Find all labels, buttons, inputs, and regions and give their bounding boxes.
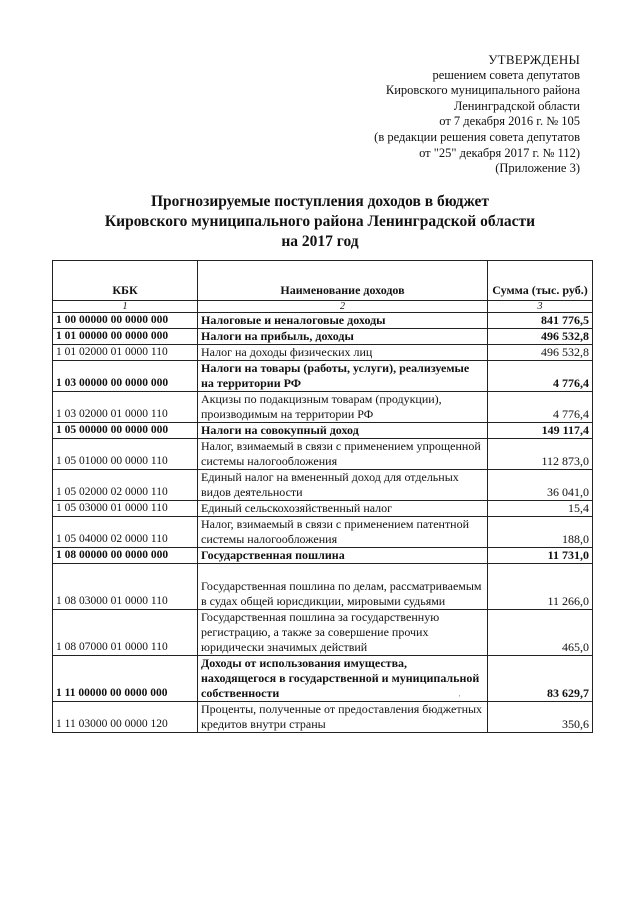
kbk-code: 1 00 00000 00 0000 000 — [53, 313, 198, 329]
approval-line: от 7 декабря 2016 г. № 105 — [439, 114, 580, 129]
income-name: Проценты, полученные от предоставления бюджетных кредитов внутри страны — [198, 702, 488, 733]
table-row — [53, 470, 593, 501]
column-number: 1 — [53, 301, 198, 313]
table-row — [53, 501, 593, 517]
income-sum: 11 731,0 — [488, 548, 593, 564]
column-number: 3 — [488, 301, 593, 313]
kbk-code: 1 03 00000 00 0000 000 — [53, 361, 198, 392]
income-sum: 188,0 — [488, 517, 593, 548]
table-row — [53, 361, 593, 392]
header-sum: Сумма (тыс. руб.) — [488, 261, 593, 301]
approval-heading: УТВЕРЖДЕНЫ — [488, 52, 580, 67]
income-name: Налоги на товары (работы, услуги), реализуемые на территории РФ — [198, 361, 488, 392]
header-name: Наименование доходов — [198, 261, 488, 301]
approval-line: Ленинградской области — [453, 98, 580, 113]
header-code: КБК — [53, 261, 198, 301]
approval-line: от "25" декабря 2017 г. № 112) — [419, 145, 580, 160]
income-name: Государственная пошлина за государственную регистрацию, а также за совершение прочих юридически значимых действий — [198, 610, 488, 656]
income-name: Налоговые и неналоговые доходы — [198, 313, 488, 329]
table-row — [53, 517, 593, 548]
income-name: Налог на доходы физических лиц — [198, 345, 488, 361]
income-sum: 496 532,8 — [488, 345, 593, 361]
income-sum: 112 873,0 — [488, 439, 593, 470]
table-row — [53, 439, 593, 470]
kbk-code: 1 05 04000 02 0000 110 — [53, 517, 198, 548]
table-row — [53, 702, 593, 733]
income-name: Налоги на прибыль, доходы — [198, 329, 488, 345]
kbk-code: 1 08 07000 01 0000 110 — [53, 610, 198, 656]
income-name: Налог, взимаемый в связи с применением упрощенной системы налогообложения — [198, 439, 488, 470]
income-name: Налог, взимаемый в связи с применением патентной системы налогообложения — [198, 517, 488, 548]
kbk-code: 1 08 00000 00 0000 000 — [53, 548, 198, 564]
income-name: Налоги на совокупный доход — [198, 423, 488, 439]
table-row — [53, 610, 593, 656]
income-sum: 15,4 — [488, 501, 593, 517]
kbk-code: 1 03 02000 01 0000 110 — [53, 392, 198, 423]
income-name: Доходы от использования имущества, находящегося в государственной и муниципальной собственности — [198, 656, 488, 702]
income-sum: 465,0 — [488, 610, 593, 656]
approval-block — [374, 52, 580, 177]
table-row — [53, 564, 593, 610]
kbk-code: 1 11 03000 00 0000 120 — [53, 702, 198, 733]
income-name: Акцизы по подакцизным товарам (продукции), производимым на территории РФ — [198, 392, 488, 423]
income-sum: 4 776,4 — [488, 361, 593, 392]
kbk-code: 1 05 00000 00 0000 000 — [53, 423, 198, 439]
income-name: Единый налог на вмененный доход для отдельных видов деятельности — [198, 470, 488, 501]
income-sum: 350,6 — [488, 702, 593, 733]
revenue-table — [52, 260, 593, 733]
column-number: 2 — [198, 301, 488, 313]
approval-line: Кировского муниципального района — [385, 83, 580, 98]
income-name: Единый сельскохозяйственный налог — [198, 501, 488, 517]
income-name: Государственная пошлина по делам, рассматриваемым в судах общей юрисдикции, мировыми судьями — [198, 564, 488, 610]
table-row — [53, 423, 593, 439]
kbk-code: 1 05 03000 01 0000 110 — [53, 501, 198, 517]
title-line: Кировского муниципального района Ленинградской области — [104, 213, 536, 230]
document-title — [0, 192, 640, 252]
income-sum: 11 266,0 — [488, 564, 593, 610]
income-name: Государственная пошлина — [198, 548, 488, 564]
table-row — [53, 329, 593, 345]
kbk-code: 1 05 01000 00 0000 110 — [53, 439, 198, 470]
approval-line: решением совета депутатов — [432, 67, 580, 82]
income-sum: 83 629,7 — [488, 656, 593, 702]
table-row — [53, 656, 593, 702]
income-sum: 36 041,0 — [488, 470, 593, 501]
income-sum: 4 776,4 — [488, 392, 593, 423]
scan-mark: ' — [459, 694, 461, 702]
table-row — [53, 313, 593, 329]
title-line: на 2017 год — [281, 233, 359, 250]
income-sum: 841 776,5 — [488, 313, 593, 329]
kbk-code: 1 01 00000 00 0000 000 — [53, 329, 198, 345]
kbk-code: 1 05 02000 02 0000 110 — [53, 470, 198, 501]
table-row — [53, 392, 593, 423]
approval-line: (в редакции решения совета депутатов — [374, 129, 580, 144]
income-sum: 496 532,8 — [488, 329, 593, 345]
kbk-code: 1 01 02000 01 0000 110 — [53, 345, 198, 361]
table-row — [53, 548, 593, 564]
title-line: Прогнозируемые поступления доходов в бюджет — [150, 193, 490, 210]
approval-line: (Приложение 3) — [495, 161, 580, 176]
kbk-code: 1 11 00000 00 0000 000 — [53, 656, 198, 702]
income-sum: 149 117,4 — [488, 423, 593, 439]
kbk-code: 1 08 03000 01 0000 110 — [53, 564, 198, 610]
table-row — [53, 345, 593, 361]
